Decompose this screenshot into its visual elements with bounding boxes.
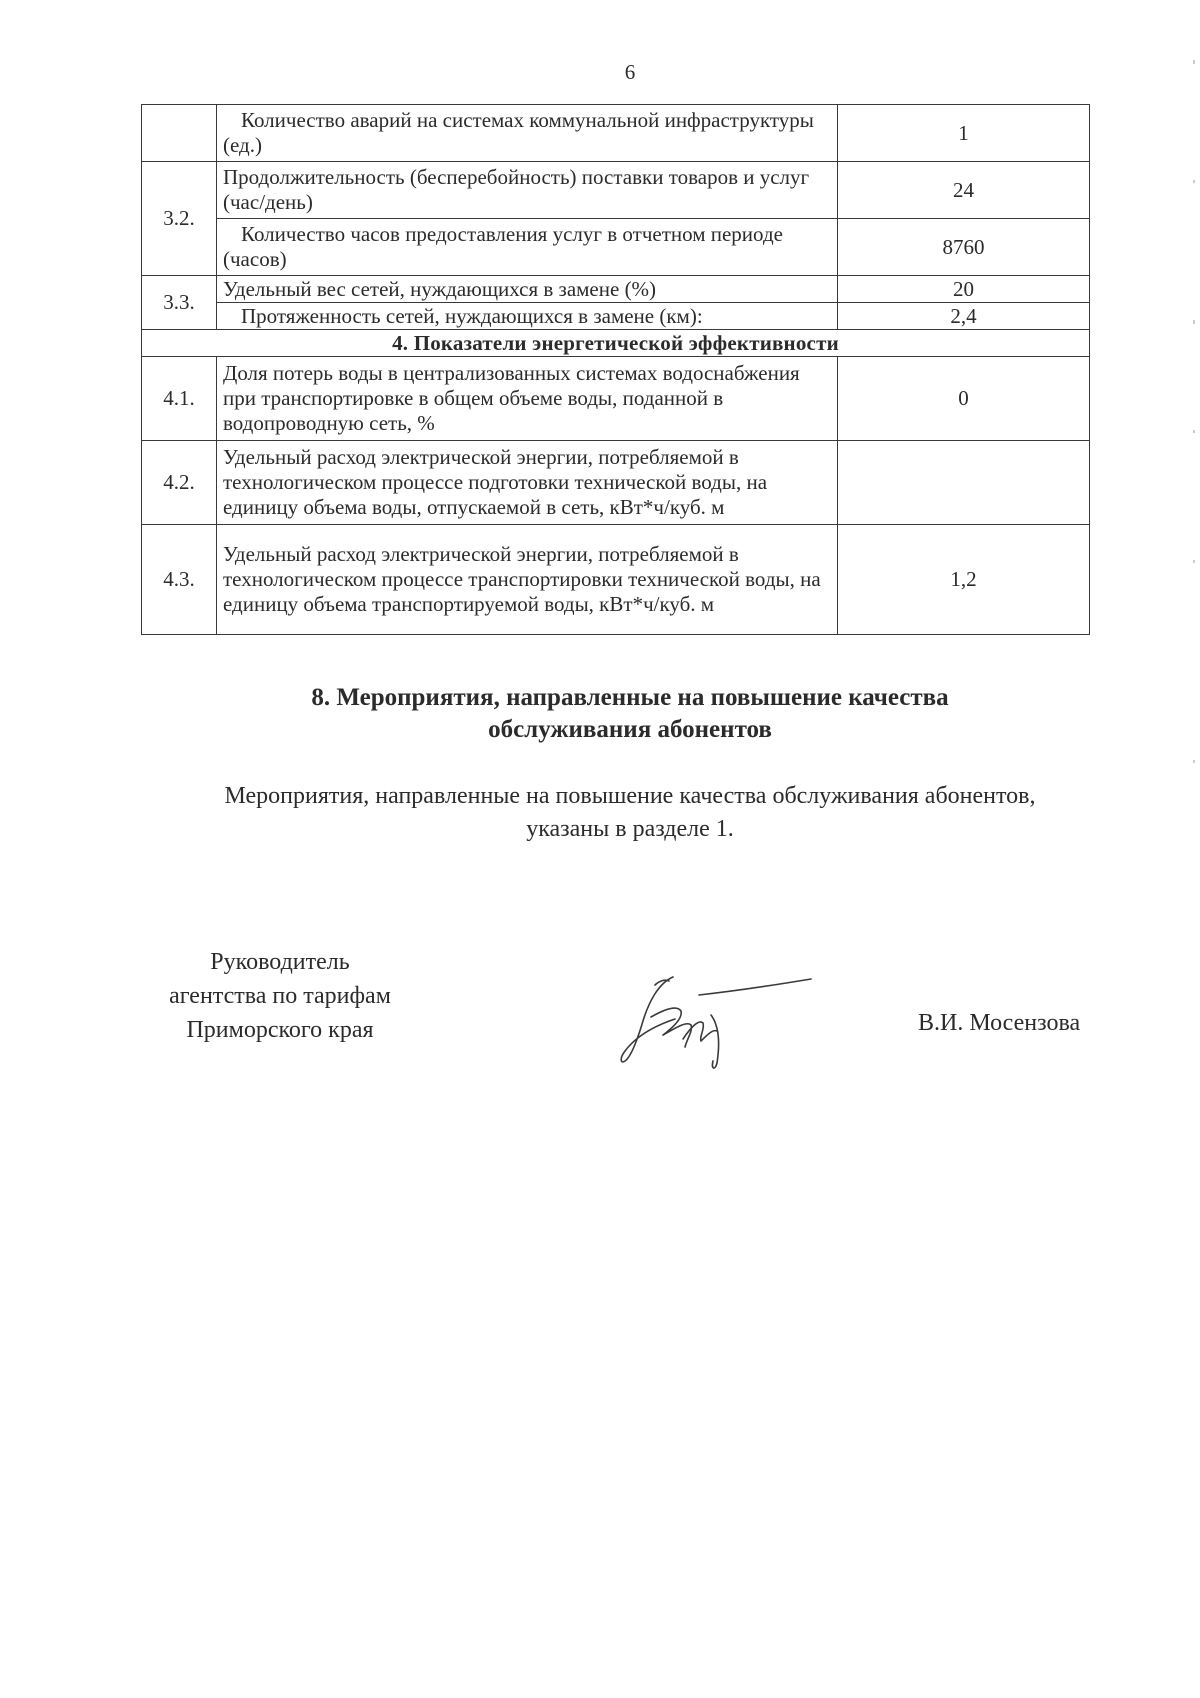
table-row (142, 441, 1090, 525)
indicator-value-cell: 20 (838, 276, 1090, 303)
table-row (142, 162, 1090, 219)
signer-title (110, 945, 450, 1047)
indicator-name-cell: Удельный расход электрической энергии, потребляемой в технологическом процессе транспортировки технической воды, на единицу объема транспортируемой воды, кВт*ч/куб. м (217, 525, 838, 635)
indicator-name-cell: Продолжительность (бесперебойность) поставки товаров и услуг (час/день) (217, 162, 838, 219)
signer-name: В.И. Мосензова (918, 1010, 1081, 1036)
table-row (142, 357, 1090, 441)
indicator-name-cell: Протяженность сетей, нуждающихся в замене (км): (217, 303, 838, 330)
row-number-cell: 4.1. (142, 357, 217, 441)
table-row (142, 105, 1090, 162)
indicator-value-cell: 0 (838, 357, 1090, 441)
page-number: 6 (624, 60, 636, 84)
table-row (142, 525, 1090, 635)
indicator-name-cell: Количество аварий на системах коммунальной инфраструктуры (ед.) (217, 105, 838, 162)
signer-title-line: Руководитель (210, 949, 350, 975)
row-number-cell (142, 105, 217, 162)
indicator-value-cell: 8760 (838, 219, 1090, 276)
body-paragraph: Мероприятия, направленные на повышение качества обслуживания абонентов, указаны в разделе 1. (224, 783, 1036, 842)
indicators-table (141, 104, 1090, 635)
section-heading: 8. Мероприятия, направленные на повышение качества обслуживания абонентов (311, 684, 949, 743)
indicator-name-cell: Количество часов предоставления услуг в отчетном периоде (часов) (217, 219, 838, 276)
row-number-cell: 4.3. (142, 525, 217, 635)
indicator-name-cell: Удельный расход электрической энергии, потребляемой в технологическом процессе подготовки технической воды, на единицу объема воды, отпускаемой в сеть, кВт*ч/куб. м (217, 441, 838, 525)
indicator-value-cell: 2,4 (838, 303, 1090, 330)
indicator-name-cell: Доля потерь воды в централизованных системах водоснабжения при транспортировке в общем объеме воды, поданной в водопроводную сеть, % (217, 357, 838, 441)
row-number-cell: 3.2. (142, 162, 217, 276)
scan-edge-marks (1193, 0, 1196, 1698)
indicator-value-cell: 24 (838, 162, 1090, 219)
indicator-value-cell (838, 441, 1090, 525)
indicator-value-cell: 1,2 (838, 525, 1090, 635)
section-row (142, 330, 1090, 357)
signer-title-line: Приморского края (186, 1017, 374, 1043)
table-row (142, 219, 1090, 276)
section-title-cell: 4. Показатели энергетической эффективности (142, 330, 1090, 357)
signer-title-line: агентства по тарифам (169, 983, 391, 1009)
handwritten-signature (615, 965, 815, 1075)
table-row (142, 276, 1090, 303)
table-row (142, 303, 1090, 330)
row-number-cell: 3.3. (142, 276, 217, 330)
indicator-value-cell: 1 (838, 105, 1090, 162)
row-number-cell: 4.2. (142, 441, 217, 525)
indicator-name-cell: Удельный вес сетей, нуждающихся в замене (%) (217, 276, 838, 303)
